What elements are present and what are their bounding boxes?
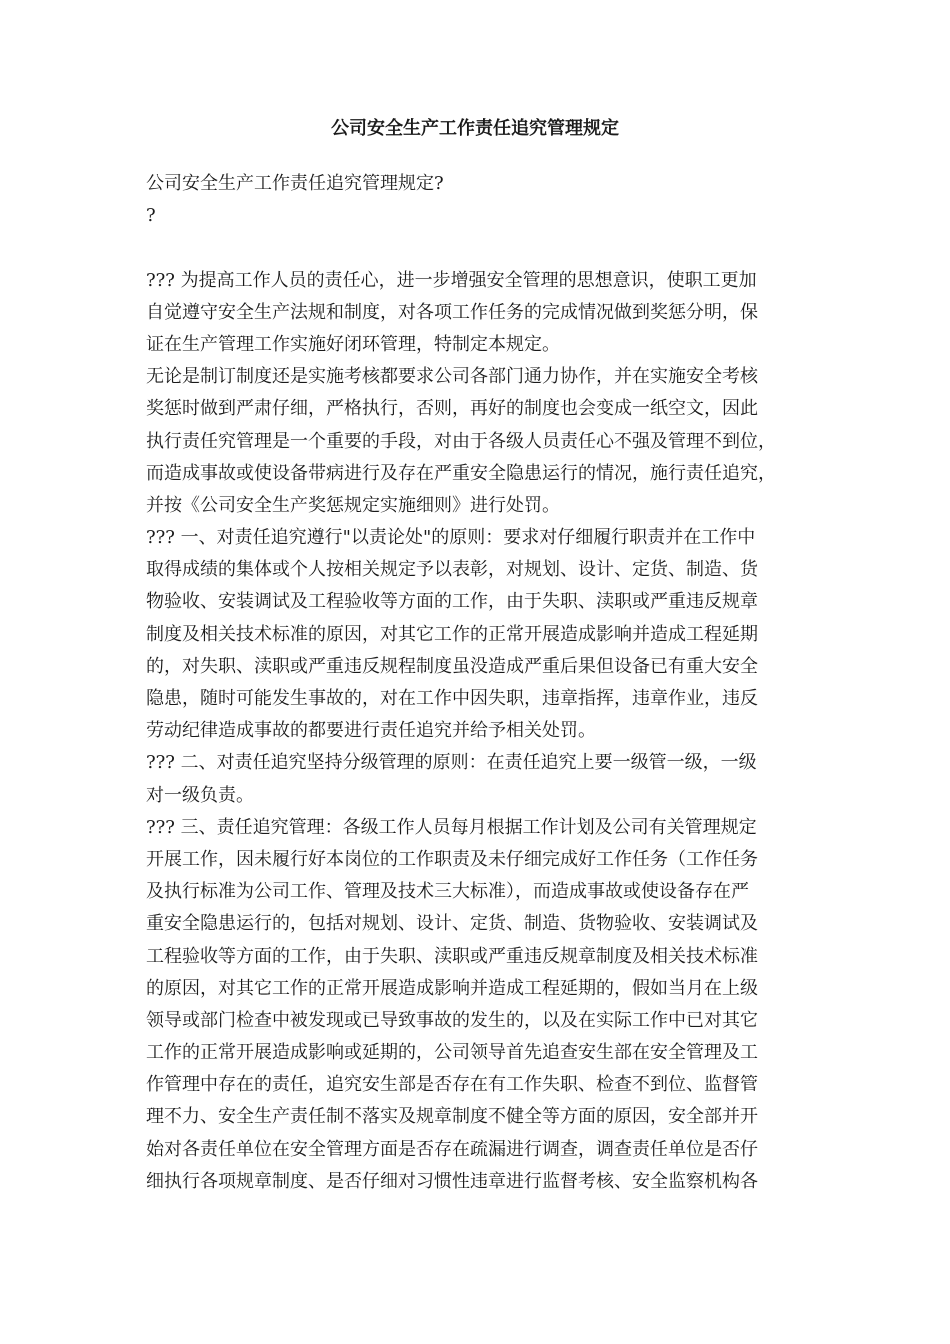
text-line: ??? 三、责任追究管理：各级工作人员每月根据工作计划及公司有关管理规定 [146, 816, 757, 838]
text-line: ? [146, 205, 156, 227]
text-line: 取得成绩的集体或个人按相关规定予以表彰，对规划、设计、定货、制造、货 [146, 559, 758, 581]
text-line: 自觉遵守安全生产法规和制度，对各项工作任务的完成情况做到奖惩分明，保 [146, 301, 758, 323]
text-line: 领导或部门检查中被发现或已导致事故的发生的，以及在实际工作中已对其它 [146, 1009, 758, 1031]
text-line: 劳动纪律造成事故的都要进行责任追究并给予相关处罚。 [146, 720, 596, 742]
text-line: 细执行各项规章制度、是否仔细对习惯性违章进行监督考核、安全监察机构各 [146, 1170, 758, 1192]
text-line: 证在生产管理工作实施好闭环管理，特制定本规定。 [146, 333, 560, 355]
document-title: 公司安全生产工作责任追究管理规定 [331, 118, 619, 139]
text-line: 隐患，随时可能发生事故的，对在工作中因失职，违章指挥，违章作业，违反 [146, 688, 758, 709]
text-line: 无论是制订制度还是实施考核都要求公司各部门通力协作，并在实施安全考核 [146, 366, 758, 388]
text-line: 并按《公司安全生产奖惩规定实施细则》进行处罚。 [146, 494, 560, 516]
text-line: 作管理中存在的责任，追究安生部是否存在有工作失职、检查不到位、监督管 [146, 1074, 758, 1096]
text-line: 工程验收等方面的工作，由于失职、渎职或严重违反规章制度及相关技术标准 [146, 945, 758, 967]
text-line: ??? 一、对责任追究遵行"以责论处"的原则：要求对仔细履行职责并在工作中 [146, 527, 756, 549]
text-line: 制度及相关技术标准的原因，对其它工作的正常开展造成影响并造成工程延期 [146, 623, 758, 645]
document-body [146, 168, 806, 1198]
text-line: 的，对失职、渎职或严重违反规程制度虽没造成严重后果但设备已有重大安全 [146, 655, 758, 677]
text-line: 工作的正常开展造成影响或延期的，公司领导首先追查安生部在安全管理及工 [146, 1042, 758, 1064]
text-line: ??? 二、对责任追究坚持分级管理的原则：在责任追究上要一级管一级，一级 [146, 752, 757, 774]
text-line: 而造成事故或使设备带病进行及存在严重安全隐患运行的情况，施行责任追究， [146, 462, 776, 484]
text-line: 理不力、安全生产责任制不落实及规章制度不健全等方面的原因，安全部并开 [146, 1106, 758, 1128]
text-line: 公司安全生产工作责任追究管理规定? [146, 173, 444, 194]
text-line: ??? 为提高工作人员的责任心，进一步增强安全管理的思想意识，使职工更加 [146, 269, 757, 291]
blank-line [146, 232, 806, 264]
text-line: 奖惩时做到严肃仔细，严格执行，否则，再好的制度也会变成一纸空文，因此 [146, 398, 758, 420]
text-line: 重安全隐患运行的，包括对规划、设计、定货、制造、货物验收、安装调试及 [146, 913, 758, 935]
text-line: 执行责任究管理是一个重要的手段，对由于各级人员责任心不强及管理不到位， [146, 430, 776, 452]
text-line: 始对各责任单位在安全管理方面是否存在疏漏进行调查，调查责任单位是否仔 [146, 1138, 758, 1160]
text-line: 对一级负责。 [146, 784, 254, 806]
text-line: 的原因，对其它工作的正常开展造成影响并造成工程延期的，假如当月在上级 [146, 977, 758, 999]
text-line: 开展工作，因未履行好本岗位的工作职责及未仔细完成好工作任务（工作任务 [146, 848, 758, 870]
text-line: 物验收、安装调试及工程验收等方面的工作，由于失职、渎职或严重违反规章 [146, 591, 758, 613]
text-line: 及执行标准为公司工作、管理及技术三大标准），而造成事故或使设备存在严 [146, 881, 749, 903]
